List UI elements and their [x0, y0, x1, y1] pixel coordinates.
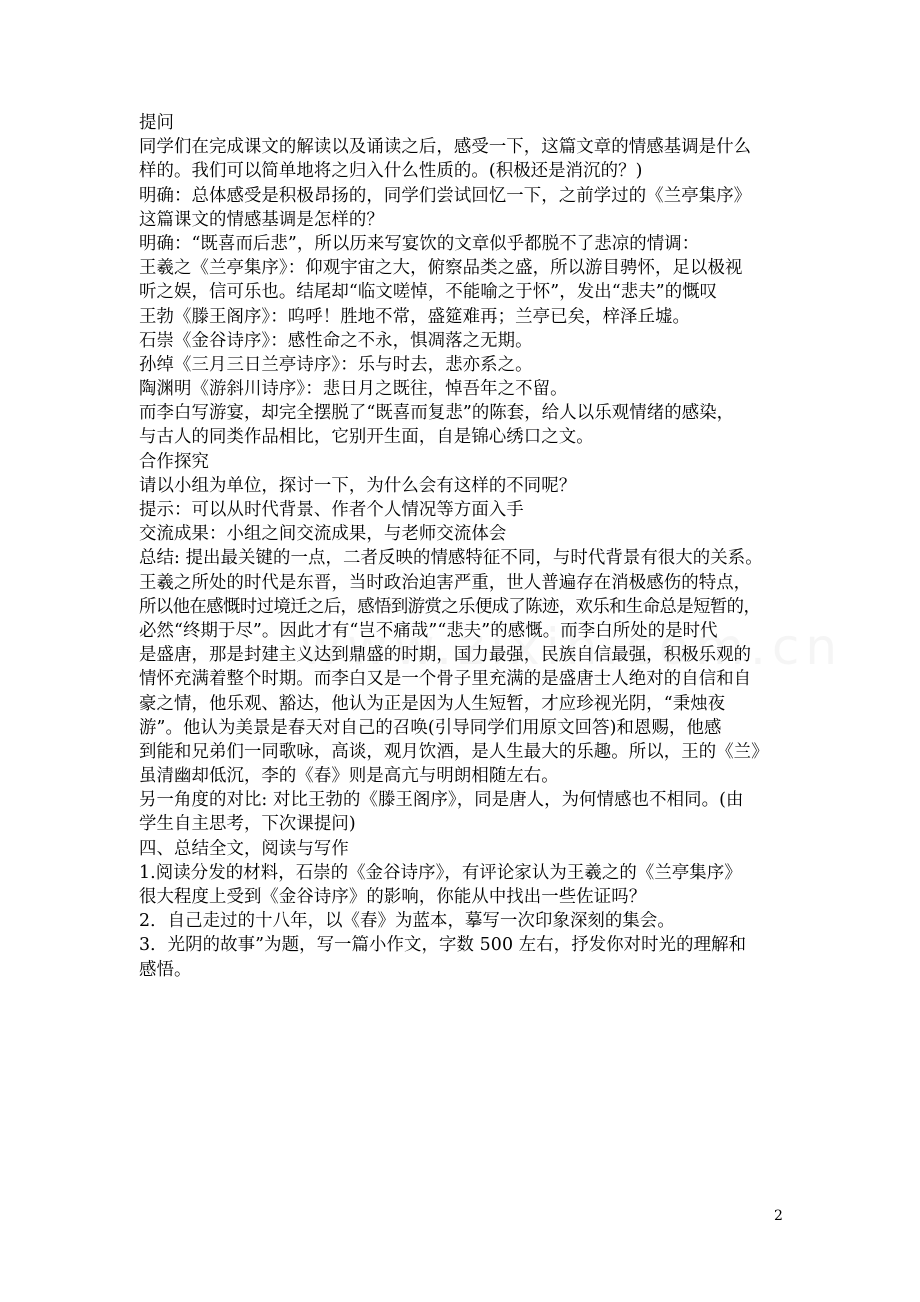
text-line: 提示：可以从时代背景、作者个人情况等方面入手 — [139, 500, 524, 520]
text-line: 明确：“既喜而后悲”，所以历来写宴饮的文章似乎都脱不了悲凉的情调： — [139, 233, 700, 254]
assignment-item: 1.阅读分发的材料，石崇的《金谷诗序》，有评论家认为王羲之的《兰亭集序》 — [139, 862, 742, 883]
text-line: 样的。我们可以简单地将之归入什么性质的。(积极还是消沉的？) — [139, 161, 643, 182]
text-line: 必然“终期于尽”。因此才有“岂不痛哉”“悲夫”的感慨。而李白所处的是时代 — [139, 620, 718, 641]
assignment-item: 2．自己走过的十八年，以《春》为蓝本，摹写一次印象深刻的集会。 — [139, 911, 675, 932]
text-line: 另一角度的对比: 对比王勃的《滕王阁序》，同是唐人，为何情感也不相同。(由 — [139, 790, 744, 811]
text-line: 陶渊明《游斜川诗序》：悲日月之既往，悼吾年之不留。 — [139, 379, 568, 400]
text-line: 到能和兄弟们一同歌咏，高谈，观月饮酒，是人生最大的乐趣。所以，王的《兰》 — [139, 741, 769, 762]
text-line: 明确：总体感受是积极昂扬的，同学们尝试回忆一下，之前学过的《兰亭集序》 — [139, 185, 752, 206]
page-number: 2 — [774, 1208, 783, 1224]
document-body — [139, 111, 785, 982]
text-line: 虽清幽却低沉，李的《春》则是高亢与明朗相随左右。 — [139, 766, 559, 787]
text-line: 王勃《滕王阁序》：呜呼！胜地不常，盛筵难再；兰亭已矣，梓泽丘墟。 — [139, 306, 691, 327]
text-line: 豪之情，他乐观、豁达，他认为正是因为人生短暂，才应珍视光阴，“秉烛夜 — [139, 693, 726, 714]
section-heading-cooperation: 合作探究 — [139, 451, 209, 472]
section-heading-question: 提问 — [139, 113, 174, 133]
text-line: 同学们在完成课文的解读以及诵读之后，感受一下，这篇文章的情感基调是什么 — [139, 137, 752, 158]
assignment-item: 3．光阴的故事”为题，写一篇小作文，字数 500 左右，抒发你对时光的理解和 — [139, 935, 747, 956]
text-line: 王羲之所处的时代是东晋，当时政治迫害严重，世人普遍存在消极感伤的特点， — [139, 572, 752, 593]
text-line: 听之娱，信可乐也。结尾却“临文嗟悼，不能喻之于怀”，发出“悲夫”的慨叹 — [139, 282, 718, 303]
text-line: 这篇课文的情感基调是怎样的？ — [139, 209, 384, 230]
text-line: 与古人的同类作品相比，它别开生面，自是锦心绣口之文。 — [139, 427, 594, 448]
text-line: 请以小组为单位，探讨一下，为什么会有这样的不同呢？ — [139, 475, 577, 496]
text-line: 而李白写游宴，却完全摆脱了“既喜而复悲”的陈套，给人以乐观情绪的感染， — [139, 403, 735, 424]
text-line: 感悟。 — [139, 959, 192, 980]
text-line: 情怀充满着整个时期。而李白又是一个骨子里充满的是盛唐士人绝对的自信和自 — [139, 669, 752, 690]
text-line: 孙绰《三月三日兰亭诗序》：乐与时去，悲亦系之。 — [139, 354, 533, 375]
text-line: 石崇《金谷诗序》：感性命之不永，惧凋落之无期。 — [139, 330, 533, 351]
text-line: 总结: 提出最关键的一点，二者反映的情感特征不同，与时代背景有很大的关系。 — [139, 548, 763, 569]
text-line: 游”。他认为美景是春天对自己的召唤(引导同学们用原文回答)和恩赐，他感 — [139, 717, 722, 738]
section-heading-summary: 四、总结全文，阅读与写作 — [139, 838, 349, 859]
text-line: 是盛唐，那是封建主义达到鼎盛的时期，国力最强，民族自信最强，积极乐观的 — [139, 645, 752, 666]
text-line: 很大程度上受到《金谷诗序》的影响，你能从中找出一些佐证吗？ — [139, 887, 647, 907]
text-line: 学生自主思考，下次课提问) — [139, 814, 356, 835]
text-line: 王羲之《兰亭集序》：仰观宇宙之大，俯察品类之盛，所以游目骋怀，足以极视 — [139, 258, 743, 279]
text-line: 交流成果：小组之间交流成果，与老师交流体会 — [139, 524, 507, 545]
text-line: 所以他在感慨时过境迁之后，感悟到游赏之乐便成了陈迹，欢乐和生命总是短暂的， — [139, 596, 761, 617]
